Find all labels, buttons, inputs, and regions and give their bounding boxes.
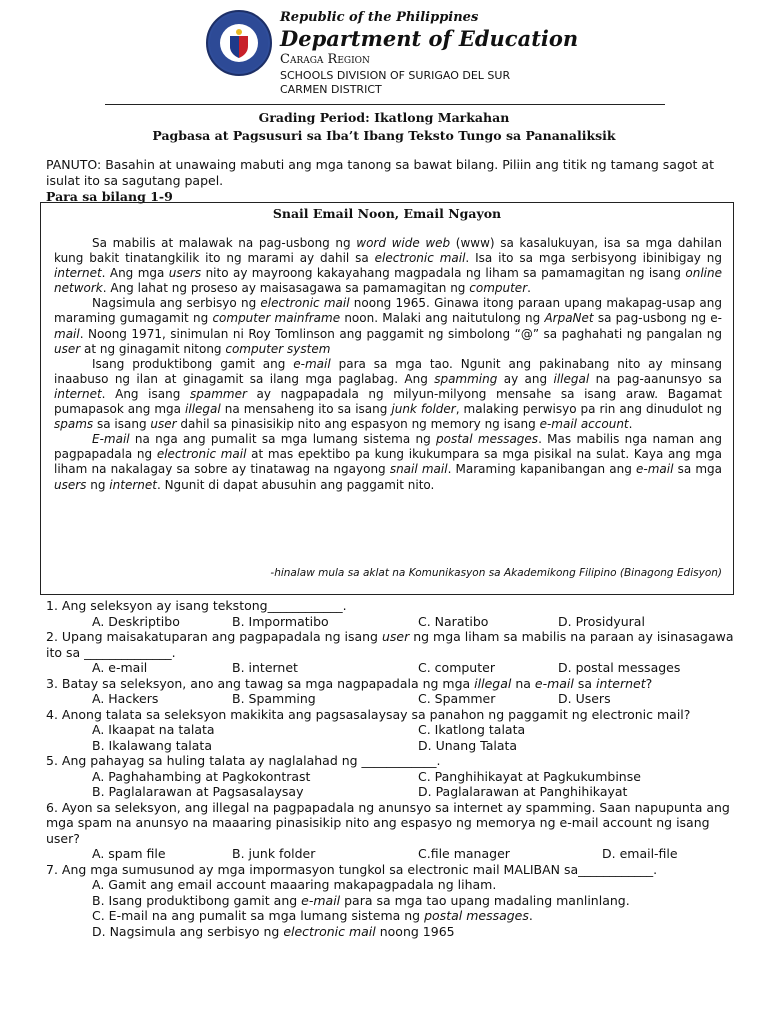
option-c[interactable]: C. Panghihikayat at Pagkukumbinse <box>418 768 641 784</box>
italic-term: illegal <box>474 675 512 691</box>
option-c[interactable]: C.file manager <box>418 846 510 861</box>
question-5: 5. Ang pahayag sa huling talata ay naglalahad ng ____________. <box>46 753 441 768</box>
italic-term: ArpaNet <box>544 311 594 326</box>
deped-seal-icon <box>208 12 270 74</box>
option-a[interactable]: A. Hackers <box>92 691 159 706</box>
passage-paragraph-4: E-mail na nga ang pumalit sa mga lumang sistema ng postal messages. Mas mabilis nga naman ang pagpapadala ng electronic mail at mas epektibo pa kung ikukumpara sa mga pisikal na sulat. Kaya ang mga liham na nakalagay sa sobre ay tinatawag na ngayong snail mail. Maraming kapanibangan ang e-mail sa mga users ng internet. Ngunit di dapat abusuhin ang paggamit nito. <box>54 432 722 492</box>
italic-term: e-mail <box>635 462 674 477</box>
italic-term: word wide web <box>356 236 451 250</box>
italic-term: illegal <box>185 402 221 417</box>
italic-term: users <box>168 266 202 281</box>
question-7: 7. Ang mga sumusunod ay mga impormasyon tungkol sa electronic mail MALIBAN sa____________. <box>46 861 658 877</box>
italic-term: users <box>54 477 87 492</box>
italic-term: internet <box>54 386 102 401</box>
italic-term: spamming <box>434 371 498 386</box>
option-d[interactable]: D. Nagsimula ang serbisyo ng electronic mail noong 1965 <box>92 923 455 939</box>
option-d[interactable]: D. Users <box>558 691 611 706</box>
question-4: 4. Anong talata sa seleksyon makikita ang pagsasalaysay sa panahon ng paggamit ng electronic mail? <box>46 706 691 722</box>
option-c[interactable]: C. computer <box>418 660 495 675</box>
option-d[interactable]: D. postal messages <box>558 660 681 675</box>
instructions: PANUTO: Basahin at unawaing mabuti ang mga tanong sa bawat bilang. Piliin ang titik ng tamang sagot at isulat ito sa sagutang papel. <box>46 157 714 188</box>
question-2: 2. Upang maisakatuparan ang pagpapadala ng isang user ng mga liham sa mabilis na paraan ay isinasagawa ito sa ______________. <box>46 629 734 660</box>
italic-term: user <box>150 417 177 432</box>
question-1: 1. Ang seleksyon ay isang tekstong____________. <box>46 598 347 613</box>
italic-term: computer mainframe <box>212 311 341 326</box>
italic-term: internet <box>54 266 102 281</box>
question-5-options-row-2 <box>46 784 736 800</box>
question-6: 6. Ayon sa seleksyon, ang illegal na pagpapadala ng anunsyo sa internet ay spamming. Saan napupunta ang mga spam na anunsyo na maaaring pinasisikip nito ang espasyo ng memorya ng e-mail account ng isang user? <box>46 799 730 846</box>
header-divider <box>105 104 665 105</box>
grading-period: Grading Period: Ikatlong Markahan <box>258 110 510 125</box>
italic-term: user <box>54 341 81 356</box>
italic-term: computer system <box>225 341 331 356</box>
italic-term: E-mail <box>92 432 130 447</box>
reading-passage <box>54 236 722 493</box>
italic-term: online network <box>54 266 722 296</box>
district-label: CARMEN DISTRICT <box>280 83 382 96</box>
question-3: 3. Batay sa seleksyon, ano ang tawag sa mga nagpapadala ng mga illegal na e-mail sa internet? <box>46 675 653 691</box>
italic-term: mail <box>54 326 80 341</box>
option-b[interactable]: B. internet <box>232 660 298 675</box>
passage-paragraph-3: Isang produktibong gamit ang e-mail para sa mga tao. Ngunit ang pakinabang nito ay minsang inaabuso ng ilan at ginagamit sa ilang mga paglabag. Ang spamming ay ang illegal na pag-aanunsyo sa internet. Ang isang spammer ay nagpapadala ng milyun-milyong mensahe sa isang araw. Bagamat pumapasok ang mga illegal na mensaheng ito sa isang junk folder, malaking perwisyo pa rin ang dinudulot ng spams sa isang user dahil sa pinasisikip nito ang espasyon ng memory ng isang e-mail account. <box>54 356 722 432</box>
option-b[interactable]: B. junk folder <box>232 846 316 861</box>
option-d[interactable]: D. Paglalarawan at Panghihikayat <box>418 784 628 799</box>
italic-term: electronic mail <box>374 251 466 266</box>
option-d[interactable]: D. Prosidyural <box>558 613 645 629</box>
passage-title: Snail Email Noon, Email Ngayon <box>272 206 502 221</box>
questions-section <box>46 598 736 939</box>
option-d[interactable]: D. email-file <box>602 846 678 861</box>
option-b[interactable]: B. Ikalawang talata <box>92 737 212 753</box>
option-b[interactable]: B. Impormatibo <box>232 613 329 629</box>
italic-term: internet <box>596 675 646 691</box>
passage-source: -hinalaw mula sa aklat na Komunikasyon sa Akademikong Filipino (Binagong Edisyon) <box>270 567 722 579</box>
subject-title: Pagbasa at Pagsusuri sa Iba’t Ibang Teksto Tungo sa Pananaliksik <box>152 128 616 143</box>
option-c[interactable]: C. Ikatlong talata <box>418 722 526 737</box>
italic-term: electronic mail <box>260 296 350 311</box>
passage-paragraph-2: Nagsimula ang serbisyo ng electronic mail noong 1965. Ginawa itong paraan upang makapag-usap ang maraming gumagamit ng computer mainframe noon. Malaki ang naitutulong ng ArpaNet sa pag-usbong ng e-mail. Noong 1971, sinimulan ni Roy Tomlinson ang paggamit ng simbolong “@” sa paghahati ng pangalan ng user at ng ginagamit nitong computer system <box>54 296 723 356</box>
italic-term: snail mail <box>389 462 448 477</box>
option-a[interactable]: A. Gamit ang email account maaaring makapagpadala ng liham. <box>92 877 497 892</box>
italic-term: e-mail <box>534 675 574 691</box>
italic-term: spams <box>54 417 94 432</box>
italic-term: e-mail account <box>539 417 629 432</box>
italic-term: postal messages <box>424 908 529 923</box>
region-label: Caraga Region <box>280 52 370 67</box>
option-a[interactable]: A. spam file <box>92 846 166 861</box>
option-a[interactable]: A. Ikaapat na talata <box>92 722 215 737</box>
italic-term: computer <box>469 281 528 296</box>
option-b[interactable]: B. Paglalarawan at Pagsasalaysay <box>92 784 304 799</box>
department-heading: Department of Education <box>280 26 579 51</box>
question-5-options-row-1 <box>46 769 736 785</box>
italic-term: user <box>381 629 410 644</box>
question-4-options-row-1 <box>46 722 736 738</box>
italic-term: electronic mail <box>283 923 376 939</box>
italic-term: spammer <box>189 386 247 401</box>
option-a[interactable]: A. Deskriptibo <box>92 613 180 629</box>
italic-term: postal messages <box>435 432 539 447</box>
option-d[interactable]: D. Unang Talata <box>418 737 518 753</box>
option-b[interactable]: B. Spamming <box>232 691 316 706</box>
option-a[interactable]: A. e-mail <box>92 660 148 675</box>
italic-term: illegal <box>553 371 590 386</box>
option-b[interactable]: B. Isang produktibong gamit ang e-mail para sa mga tao upang madaling manlinlang. <box>92 892 630 908</box>
italic-term: electronic mail <box>156 447 247 462</box>
italic-term: e-mail <box>301 892 341 908</box>
division-label: SCHOOLS DIVISION OF SURIGAO DEL SUR <box>280 69 511 82</box>
option-a[interactable]: A. Paghahambing at Pagkokontrast <box>92 768 311 784</box>
option-c[interactable]: C. E-mail na ang pumalit sa mga lumang sistema ng postal messages. <box>92 908 533 923</box>
italic-term: e-mail <box>293 356 331 371</box>
deped-seal <box>206 10 272 76</box>
italic-term: internet <box>109 477 157 492</box>
question-6-options <box>46 846 736 862</box>
italic-term: junk folder <box>391 402 456 417</box>
question-1-options <box>46 614 736 630</box>
question-3-options <box>46 691 736 707</box>
question-4-options-row-2 <box>46 738 736 754</box>
para-label: Para sa bilang 1-9 <box>46 189 173 204</box>
option-c[interactable]: C. Spammer <box>418 691 496 706</box>
passage-paragraph-1: Sa mabilis at malawak na pag-usbong ng word wide web (www) sa kasalukuyan, isa sa mga dahilan kung bakit tinatangkilik ito ng marami ay dahil sa electronic mail. Isa ito sa mga serbisyong ibinibigay ng internet. Ang mga users nito ay mayroong kakayahang magpadala ng liham sa pamamagitan ng isang online network. Ang lahat ng proseso ay maisasagawa sa pamamagitan ng computer. <box>54 236 723 296</box>
option-c[interactable]: C. Naratibo <box>418 613 489 629</box>
republic-heading: Republic of the Philippines <box>280 10 479 25</box>
question-2-options <box>46 660 736 676</box>
